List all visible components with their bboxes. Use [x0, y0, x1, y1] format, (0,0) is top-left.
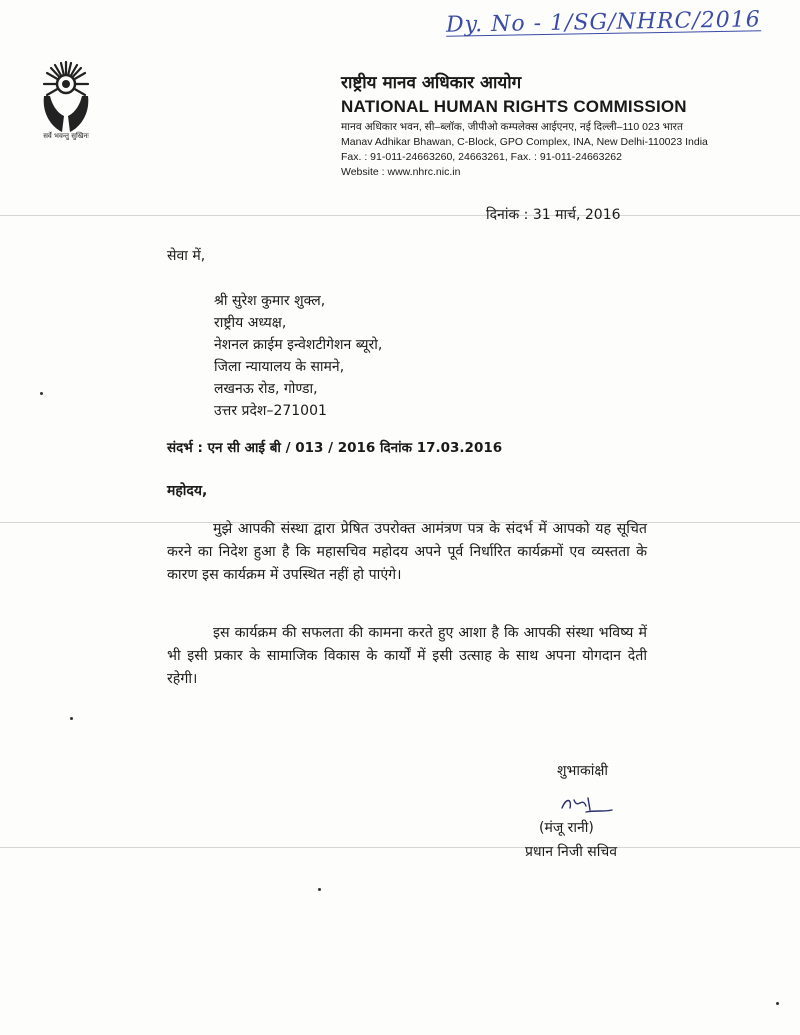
- letter-date: दिनांक : 31 मार्च, 2016: [486, 207, 621, 223]
- signature-mark: [556, 790, 616, 818]
- nhrc-logo: [36, 56, 116, 152]
- handwritten-diary-number: Dy. No - 1/SG/NHRC/2016: [445, 7, 761, 38]
- signer-title: प्रधान निजी सचिव: [525, 844, 618, 860]
- reference-line: संदर्भ : एन सी आई बी / 013 / 2016 दिनांक 17.03.2016: [167, 440, 503, 456]
- recipient-line: उत्तर प्रदेश–271001: [214, 403, 327, 419]
- recipient-line: जिला न्यायालय के सामने,: [214, 359, 345, 375]
- website: Website : www.nhrc.nic.in: [341, 166, 461, 178]
- recipient-line: राष्ट्रीय अध्यक्ष,: [214, 315, 287, 331]
- recipient-line: नेशनल क्राईम इन्वेशटीगेशन ब्यूरो,: [214, 337, 383, 353]
- letterhead: [341, 70, 708, 180]
- salutation: सेवा में,: [167, 248, 206, 264]
- fold-line: [0, 847, 800, 848]
- greeting: महोदय,: [167, 483, 208, 499]
- org-name-hindi: राष्ट्रीय मानव अधिकार आयोग: [341, 73, 522, 93]
- recipient-line: श्री सुरेश कुमार शुक्ल,: [214, 293, 326, 309]
- logo-motto: सर्वे भवन्तु सुखिनः: [43, 132, 89, 140]
- signer-name: (मंजू रानी): [539, 820, 594, 836]
- fold-line: [0, 215, 800, 216]
- scan-speck: [70, 717, 73, 720]
- recipient-address: [214, 290, 382, 422]
- org-name-english: NATIONAL HUMAN RIGHTS COMMISSION: [341, 97, 687, 116]
- scan-speck: [318, 888, 321, 891]
- body-paragraph-1: मुझे आपकी संस्था द्वारा प्रेषित उपरोक्त आमंत्रण पत्र के संदर्भ में आपको यह सूचित करने का निदेश हुआ है कि महासचिव महोदय अपने पूर्व निर्धारित कार्यक्रमों एव व्यस्तता के कारण इस कार्यक्रम में उपस्थित नहीं हो पाएंगे।: [167, 521, 647, 583]
- closing: शुभाकांक्षी: [557, 763, 609, 779]
- scan-speck: [40, 392, 43, 395]
- scan-speck: [776, 1002, 779, 1005]
- address-block: [341, 120, 708, 180]
- address-english: Manav Adhikar Bhawan, C-Block, GPO Complex, INA, New Delhi-110023 India: [341, 136, 708, 148]
- recipient-line: लखनऊ रोड, गोण्डा,: [214, 381, 318, 397]
- body-paragraph-2: इस कार्यक्रम की सफलता की कामना करते हुए आशा है कि आपकी संस्था भविष्य में भी इसी प्रकार के सामाजिक विकास के कार्यों में इसी उत्साह के साथ अपना योगदान देती रहेगी।: [167, 625, 647, 687]
- fax-numbers: Fax. : 91-011-24663260, 24663261, Fax. : 91-011-24663262: [341, 151, 622, 163]
- address-hindi: मानव अधिकार भवन, सी–ब्लॉक, जीपीओ कम्पलेक्स आईएनए, नई दिल्ली–110 023 भारत: [341, 121, 683, 133]
